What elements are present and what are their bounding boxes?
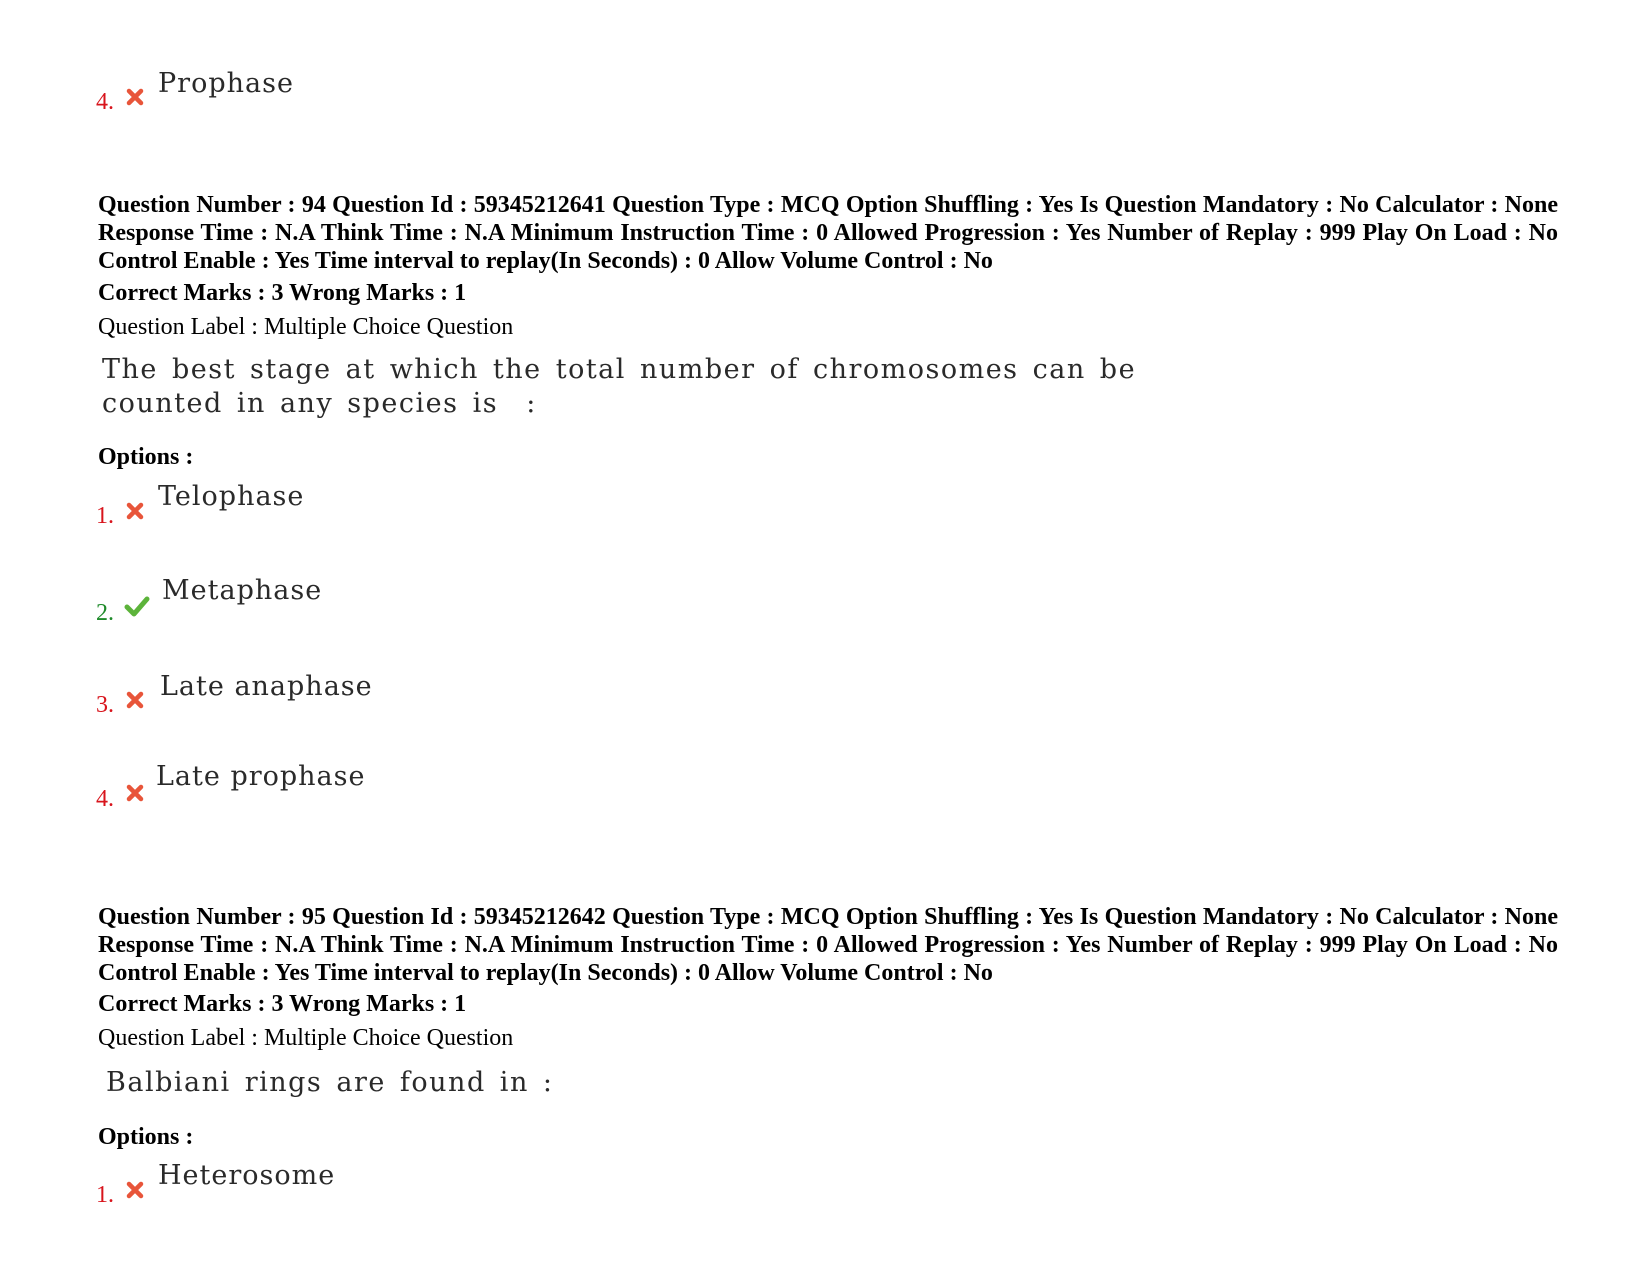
question-label: Question Label : Multiple Choice Question: [98, 1025, 514, 1051]
cross-icon: [124, 689, 146, 711]
cross-icon: [124, 1179, 146, 1201]
cross-icon: [124, 782, 146, 804]
options-heading: Options :: [98, 444, 194, 470]
option-text: Late prophase: [156, 761, 366, 792]
option-number: 4.: [96, 89, 114, 115]
question-meta: Question Number : 95 Question Id : 59345212642 Question Type : MCQ Option Shuffling : Yes Is Question Mandatory : No Calculator : None Response Time : N.A Think Time : N.A Minimum Instruction Time : 0 Allowed Progression : Yes Number of Replay : 999 Play On Load : No Control Enable : Yes Time interval to replay(In Seconds) : 0 Allow Volume Control : No: [98, 904, 1558, 986]
option-text: Metaphase: [162, 575, 323, 606]
question-marks: Correct Marks : 3 Wrong Marks : 1: [98, 280, 467, 306]
option-text: Late anaphase: [160, 671, 373, 702]
option-number: 4.: [96, 786, 114, 812]
option-number: 2.: [96, 600, 114, 626]
question-text-line: The best stage at which the total number of chromosomes can be: [102, 354, 1137, 385]
cross-icon: [124, 500, 146, 522]
options-heading: Options :: [98, 1124, 194, 1150]
check-icon: [124, 595, 150, 617]
option-text: Telophase: [158, 481, 305, 512]
option-text: Heterosome: [158, 1160, 336, 1191]
question-marks: Correct Marks : 3 Wrong Marks : 1: [98, 991, 467, 1017]
option-number: 1.: [96, 1182, 114, 1208]
question-meta: Question Number : 94 Question Id : 59345212641 Question Type : MCQ Option Shuffling : Yes Is Question Mandatory : No Calculator : None Response Time : N.A Think Time : N.A Minimum Instruction Time : 0 Allowed Progression : Yes Number of Replay : 999 Play On Load : No Control Enable : Yes Time interval to replay(In Seconds) : 0 Allow Volume Control : No: [98, 192, 1558, 274]
option-text: Prophase: [158, 68, 294, 99]
option-number: 3.: [96, 692, 114, 718]
question-text-line: counted in any species is :: [102, 388, 537, 419]
question-text-line: Balbiani rings are found in :: [106, 1067, 554, 1098]
cross-icon: [124, 86, 146, 108]
option-number: 1.: [96, 503, 114, 529]
question-label: Question Label : Multiple Choice Question: [98, 314, 514, 340]
